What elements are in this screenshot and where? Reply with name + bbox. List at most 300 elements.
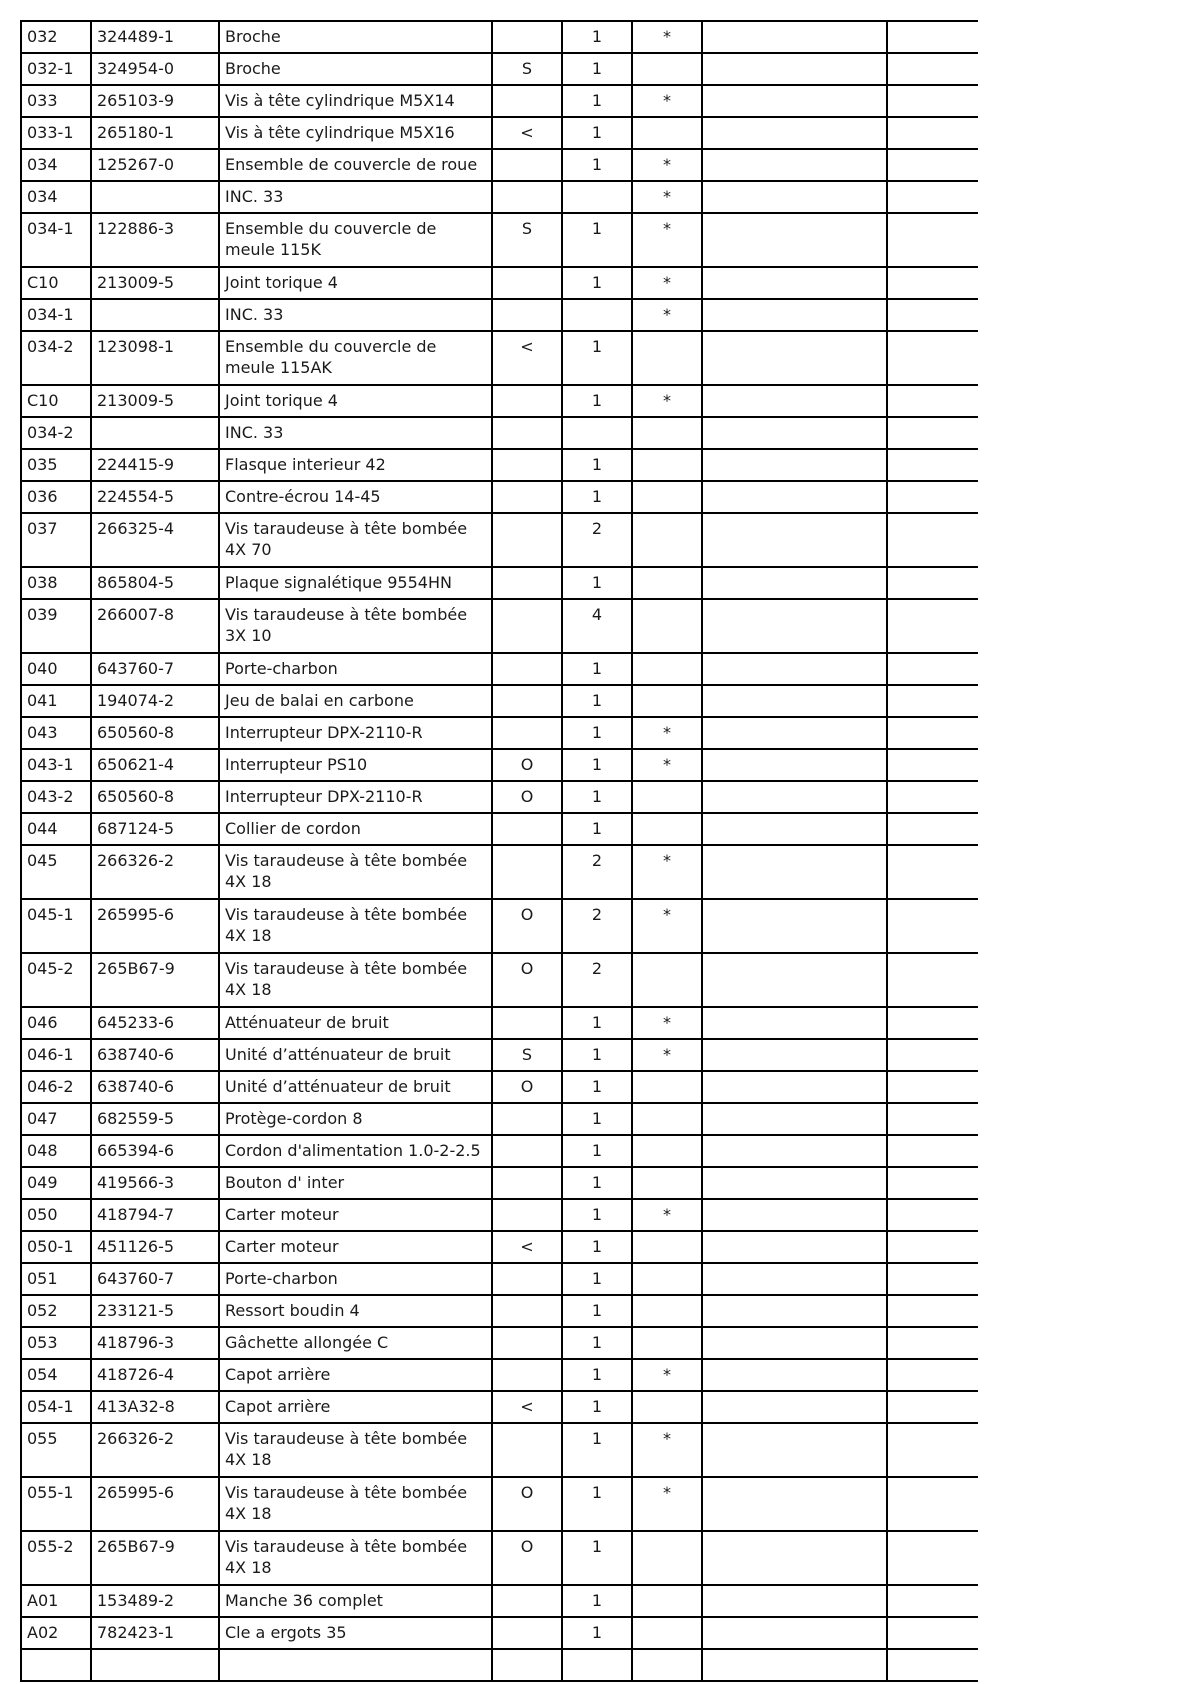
mark-cell	[632, 449, 702, 481]
empty-cell	[702, 1649, 887, 1681]
description-cell: Ressort boudin 4	[219, 1295, 492, 1327]
table-row	[21, 1199, 978, 1231]
mark-cell: *	[632, 213, 702, 267]
note-cell	[492, 1199, 562, 1231]
description-cell: Flasque interieur 42	[219, 449, 492, 481]
description-cell: Porte-charbon	[219, 1263, 492, 1295]
quantity-cell: 1	[562, 267, 632, 299]
empty-cell	[887, 53, 978, 85]
description-cell: Vis taraudeuse à tête bombée 4X 18	[219, 1531, 492, 1585]
ref-cell: 037	[21, 513, 91, 567]
part-number-cell: 324954-0	[91, 53, 219, 85]
quantity-cell: 2	[562, 899, 632, 953]
note-cell	[492, 181, 562, 213]
note-cell	[492, 1423, 562, 1477]
mark-cell	[632, 567, 702, 599]
empty-cell	[702, 953, 887, 1007]
quantity-cell: 1	[562, 685, 632, 717]
table-row	[21, 299, 978, 331]
part-number-cell: 266007-8	[91, 599, 219, 653]
description-cell: Carter moteur	[219, 1231, 492, 1263]
ref-cell: 052	[21, 1295, 91, 1327]
mark-cell: *	[632, 181, 702, 213]
part-number-cell: 266326-2	[91, 845, 219, 899]
empty-cell	[21, 1649, 91, 1681]
part-number-cell: 122886-3	[91, 213, 219, 267]
mark-cell: *	[632, 1007, 702, 1039]
part-number-cell: 265995-6	[91, 899, 219, 953]
empty-cell	[702, 299, 887, 331]
empty-cell	[702, 385, 887, 417]
description-cell: INC. 33	[219, 181, 492, 213]
ref-cell: 039	[21, 599, 91, 653]
mark-cell	[632, 653, 702, 685]
empty-cell	[702, 53, 887, 85]
description-cell: Manche 36 complet	[219, 1585, 492, 1617]
table-row	[21, 1039, 978, 1071]
quantity-cell: 1	[562, 449, 632, 481]
description-cell: Vis taraudeuse à tête bombée 4X 18	[219, 845, 492, 899]
empty-cell	[702, 481, 887, 513]
ref-cell: 032-1	[21, 53, 91, 85]
table-row	[21, 1135, 978, 1167]
empty-cell	[887, 85, 978, 117]
note-cell: O	[492, 1477, 562, 1531]
part-number-cell	[91, 299, 219, 331]
part-number-cell: 324489-1	[91, 21, 219, 53]
empty-cell	[887, 1359, 978, 1391]
mark-cell	[632, 599, 702, 653]
ref-cell: A02	[21, 1617, 91, 1649]
ref-cell: 041	[21, 685, 91, 717]
mark-cell	[632, 1295, 702, 1327]
quantity-cell: 1	[562, 53, 632, 85]
empty-cell	[887, 299, 978, 331]
ref-cell: 033	[21, 85, 91, 117]
quantity-cell: 2	[562, 845, 632, 899]
part-number-cell: 650560-8	[91, 717, 219, 749]
ref-cell: 043-1	[21, 749, 91, 781]
empty-cell	[887, 1649, 978, 1681]
note-cell	[492, 21, 562, 53]
ref-cell: 038	[21, 567, 91, 599]
ref-cell: 046-2	[21, 1071, 91, 1103]
ref-cell: C10	[21, 267, 91, 299]
empty-cell	[887, 1327, 978, 1359]
description-cell: Jeu de balai en carbone	[219, 685, 492, 717]
part-number-cell: 650621-4	[91, 749, 219, 781]
ref-cell: 043	[21, 717, 91, 749]
ref-cell: 053	[21, 1327, 91, 1359]
empty-cell	[887, 267, 978, 299]
mark-cell: *	[632, 1477, 702, 1531]
note-cell	[492, 685, 562, 717]
note-cell	[492, 267, 562, 299]
quantity-cell: 2	[562, 513, 632, 567]
description-cell: Interrupteur DPX-2110-R	[219, 717, 492, 749]
empty-cell	[887, 449, 978, 481]
mark-cell	[632, 813, 702, 845]
description-cell: Capot arrière	[219, 1391, 492, 1423]
table-row	[21, 117, 978, 149]
note-cell	[492, 385, 562, 417]
empty-cell	[887, 1199, 978, 1231]
table-row	[21, 653, 978, 685]
quantity-cell	[562, 417, 632, 449]
part-number-cell: 418794-7	[91, 1199, 219, 1231]
quantity-cell: 1	[562, 567, 632, 599]
note-cell: <	[492, 331, 562, 385]
empty-cell	[887, 1391, 978, 1423]
empty-cell	[887, 781, 978, 813]
empty-cell	[702, 1295, 887, 1327]
mark-cell: *	[632, 1199, 702, 1231]
ref-cell: 034-1	[21, 299, 91, 331]
table-row	[21, 449, 978, 481]
empty-cell	[887, 1007, 978, 1039]
mark-cell	[632, 1391, 702, 1423]
note-cell	[492, 845, 562, 899]
quantity-cell: 1	[562, 1039, 632, 1071]
quantity-cell: 1	[562, 1391, 632, 1423]
part-number-cell: 418726-4	[91, 1359, 219, 1391]
mark-cell: *	[632, 1423, 702, 1477]
note-cell	[492, 1103, 562, 1135]
empty-cell	[702, 1617, 887, 1649]
empty-cell	[887, 1039, 978, 1071]
description-cell: Cle a ergots 35	[219, 1617, 492, 1649]
empty-cell	[887, 1263, 978, 1295]
empty-cell	[702, 449, 887, 481]
part-number-cell: 865804-5	[91, 567, 219, 599]
mark-cell	[632, 1531, 702, 1585]
mark-cell: *	[632, 385, 702, 417]
mark-cell	[632, 781, 702, 813]
ref-cell: 040	[21, 653, 91, 685]
ref-cell: 048	[21, 1135, 91, 1167]
table-row	[21, 417, 978, 449]
empty-cell	[887, 417, 978, 449]
quantity-cell: 1	[562, 1295, 632, 1327]
ref-cell: 034	[21, 181, 91, 213]
mark-cell	[632, 481, 702, 513]
ref-cell: 036	[21, 481, 91, 513]
part-number-cell: 265103-9	[91, 85, 219, 117]
quantity-cell: 1	[562, 1199, 632, 1231]
note-cell	[492, 299, 562, 331]
table-row	[21, 813, 978, 845]
empty-cell	[887, 685, 978, 717]
quantity-cell: 1	[562, 117, 632, 149]
description-cell: Unité d’atténuateur de bruit	[219, 1071, 492, 1103]
note-cell	[492, 1617, 562, 1649]
note-cell: S	[492, 53, 562, 85]
description-cell: Ensemble du couvercle de meule 115K	[219, 213, 492, 267]
mark-cell: *	[632, 749, 702, 781]
part-number-cell: 265180-1	[91, 117, 219, 149]
empty-cell	[702, 653, 887, 685]
description-cell: Carter moteur	[219, 1199, 492, 1231]
empty-cell	[887, 653, 978, 685]
quantity-cell: 1	[562, 1103, 632, 1135]
description-cell: Vis taraudeuse à tête bombée 4X 18	[219, 1423, 492, 1477]
empty-cell	[887, 717, 978, 749]
part-number-cell: 643760-7	[91, 1263, 219, 1295]
note-cell	[492, 567, 562, 599]
part-number-cell: 418796-3	[91, 1327, 219, 1359]
quantity-cell: 4	[562, 599, 632, 653]
empty-cell	[887, 749, 978, 781]
table-row	[21, 1477, 978, 1531]
table-row	[21, 1007, 978, 1039]
part-number-cell: 413A32-8	[91, 1391, 219, 1423]
empty-cell	[91, 1649, 219, 1681]
mark-cell	[632, 53, 702, 85]
description-cell: Joint torique 4	[219, 385, 492, 417]
part-number-cell: 643760-7	[91, 653, 219, 685]
table-row	[21, 1167, 978, 1199]
mark-cell: *	[632, 899, 702, 953]
ref-cell: 034-1	[21, 213, 91, 267]
quantity-cell: 1	[562, 717, 632, 749]
mark-cell	[632, 117, 702, 149]
empty-cell	[887, 117, 978, 149]
note-cell	[492, 85, 562, 117]
empty-cell	[702, 845, 887, 899]
empty-cell	[702, 85, 887, 117]
quantity-cell: 1	[562, 749, 632, 781]
table-row	[21, 53, 978, 85]
note-cell	[492, 1295, 562, 1327]
empty-cell	[702, 813, 887, 845]
quantity-cell: 1	[562, 1007, 632, 1039]
quantity-cell: 1	[562, 1135, 632, 1167]
part-number-cell: 125267-0	[91, 149, 219, 181]
ref-cell: C10	[21, 385, 91, 417]
empty-cell	[887, 567, 978, 599]
mark-cell	[632, 1135, 702, 1167]
empty-cell	[702, 1531, 887, 1585]
empty-cell	[702, 717, 887, 749]
empty-cell	[702, 781, 887, 813]
parts-table-body	[21, 21, 978, 1681]
note-cell	[492, 653, 562, 685]
table-row	[21, 717, 978, 749]
empty-cell	[702, 181, 887, 213]
part-number-cell: 266326-2	[91, 1423, 219, 1477]
mark-cell	[632, 1231, 702, 1263]
empty-cell	[887, 213, 978, 267]
empty-cell	[887, 513, 978, 567]
empty-cell	[702, 1423, 887, 1477]
table-row	[21, 953, 978, 1007]
ref-cell: 050	[21, 1199, 91, 1231]
table-row	[21, 149, 978, 181]
mark-cell: *	[632, 1039, 702, 1071]
note-cell: <	[492, 1391, 562, 1423]
empty-cell	[219, 1649, 492, 1681]
note-cell	[492, 1263, 562, 1295]
quantity-cell	[562, 181, 632, 213]
table-row	[21, 1231, 978, 1263]
ref-cell: 034	[21, 149, 91, 181]
ref-cell: 034-2	[21, 331, 91, 385]
note-cell	[492, 449, 562, 481]
empty-cell	[702, 1039, 887, 1071]
table-row-empty	[21, 1649, 978, 1681]
ref-cell: 033-1	[21, 117, 91, 149]
description-cell: Broche	[219, 21, 492, 53]
note-cell	[492, 1359, 562, 1391]
table-row	[21, 513, 978, 567]
quantity-cell: 2	[562, 953, 632, 1007]
description-cell: Vis taraudeuse à tête bombée 4X 70	[219, 513, 492, 567]
description-cell: Vis à tête cylindrique M5X14	[219, 85, 492, 117]
ref-cell: 045	[21, 845, 91, 899]
table-row	[21, 1295, 978, 1327]
quantity-cell: 1	[562, 653, 632, 685]
ref-cell: 046-1	[21, 1039, 91, 1071]
ref-cell: 046	[21, 1007, 91, 1039]
mark-cell: *	[632, 149, 702, 181]
empty-cell	[887, 1231, 978, 1263]
empty-cell	[887, 1103, 978, 1135]
empty-cell	[887, 1135, 978, 1167]
empty-cell	[887, 599, 978, 653]
description-cell: INC. 33	[219, 299, 492, 331]
table-row	[21, 1359, 978, 1391]
table-row	[21, 845, 978, 899]
empty-cell	[702, 331, 887, 385]
description-cell: Gâchette allongée C	[219, 1327, 492, 1359]
note-cell	[492, 1585, 562, 1617]
mark-cell: *	[632, 1359, 702, 1391]
ref-cell: 050-1	[21, 1231, 91, 1263]
description-cell: Cordon d'alimentation 1.0-2-2.5	[219, 1135, 492, 1167]
quantity-cell: 1	[562, 149, 632, 181]
quantity-cell: 1	[562, 213, 632, 267]
empty-cell	[887, 845, 978, 899]
ref-cell: 034-2	[21, 417, 91, 449]
quantity-cell: 1	[562, 781, 632, 813]
part-number-cell: 682559-5	[91, 1103, 219, 1135]
ref-cell: 045-2	[21, 953, 91, 1007]
empty-cell	[702, 1327, 887, 1359]
empty-cell	[887, 899, 978, 953]
description-cell: Bouton d' inter	[219, 1167, 492, 1199]
ref-cell: 055-1	[21, 1477, 91, 1531]
table-row	[21, 267, 978, 299]
empty-cell	[887, 481, 978, 513]
table-row	[21, 781, 978, 813]
part-number-cell: 265B67-9	[91, 1531, 219, 1585]
parts-list-sheet	[20, 20, 978, 1684]
parts-table	[20, 20, 978, 1682]
ref-cell: 055-2	[21, 1531, 91, 1585]
note-cell	[492, 481, 562, 513]
table-row	[21, 1071, 978, 1103]
mark-cell	[632, 1327, 702, 1359]
table-row	[21, 1423, 978, 1477]
description-cell: Ensemble de couvercle de roue	[219, 149, 492, 181]
ref-cell: 045-1	[21, 899, 91, 953]
empty-cell	[702, 599, 887, 653]
empty-cell	[887, 1617, 978, 1649]
note-cell	[492, 1167, 562, 1199]
quantity-cell: 1	[562, 1477, 632, 1531]
table-row	[21, 567, 978, 599]
description-cell: Broche	[219, 53, 492, 85]
quantity-cell: 1	[562, 1617, 632, 1649]
description-cell: Capot arrière	[219, 1359, 492, 1391]
mark-cell	[632, 417, 702, 449]
table-row	[21, 749, 978, 781]
mark-cell: *	[632, 85, 702, 117]
part-number-cell: 665394-6	[91, 1135, 219, 1167]
description-cell: INC. 33	[219, 417, 492, 449]
mark-cell	[632, 331, 702, 385]
empty-cell	[702, 267, 887, 299]
empty-cell	[562, 1649, 632, 1681]
note-cell	[492, 1327, 562, 1359]
table-row	[21, 1103, 978, 1135]
part-number-cell: 451126-5	[91, 1231, 219, 1263]
note-cell: O	[492, 781, 562, 813]
part-number-cell: 224554-5	[91, 481, 219, 513]
mark-cell	[632, 513, 702, 567]
mark-cell	[632, 1585, 702, 1617]
empty-cell	[702, 513, 887, 567]
empty-cell	[702, 1359, 887, 1391]
empty-cell	[887, 1531, 978, 1585]
quantity-cell: 1	[562, 1359, 632, 1391]
description-cell: Interrupteur PS10	[219, 749, 492, 781]
description-cell: Atténuateur de bruit	[219, 1007, 492, 1039]
quantity-cell: 1	[562, 1167, 632, 1199]
part-number-cell: 123098-1	[91, 331, 219, 385]
description-cell: Vis à tête cylindrique M5X16	[219, 117, 492, 149]
description-cell: Vis taraudeuse à tête bombée 3X 10	[219, 599, 492, 653]
note-cell: S	[492, 1039, 562, 1071]
mark-cell	[632, 1103, 702, 1135]
part-number-cell: 213009-5	[91, 267, 219, 299]
mark-cell	[632, 1167, 702, 1199]
quantity-cell: 1	[562, 1263, 632, 1295]
description-cell: Plaque signalétique 9554HN	[219, 567, 492, 599]
mark-cell	[632, 1263, 702, 1295]
part-number-cell: 213009-5	[91, 385, 219, 417]
note-cell	[492, 1135, 562, 1167]
table-row	[21, 1617, 978, 1649]
part-number-cell	[91, 181, 219, 213]
empty-cell	[887, 813, 978, 845]
quantity-cell: 1	[562, 1531, 632, 1585]
ref-cell: 032	[21, 21, 91, 53]
mark-cell: *	[632, 267, 702, 299]
ref-cell: 047	[21, 1103, 91, 1135]
empty-cell	[702, 213, 887, 267]
table-row	[21, 685, 978, 717]
empty-cell	[702, 1231, 887, 1263]
note-cell: O	[492, 1531, 562, 1585]
empty-cell	[887, 21, 978, 53]
part-number-cell: 645233-6	[91, 1007, 219, 1039]
table-row	[21, 213, 978, 267]
mark-cell: *	[632, 21, 702, 53]
empty-cell	[702, 1477, 887, 1531]
description-cell: Collier de cordon	[219, 813, 492, 845]
empty-cell	[702, 21, 887, 53]
